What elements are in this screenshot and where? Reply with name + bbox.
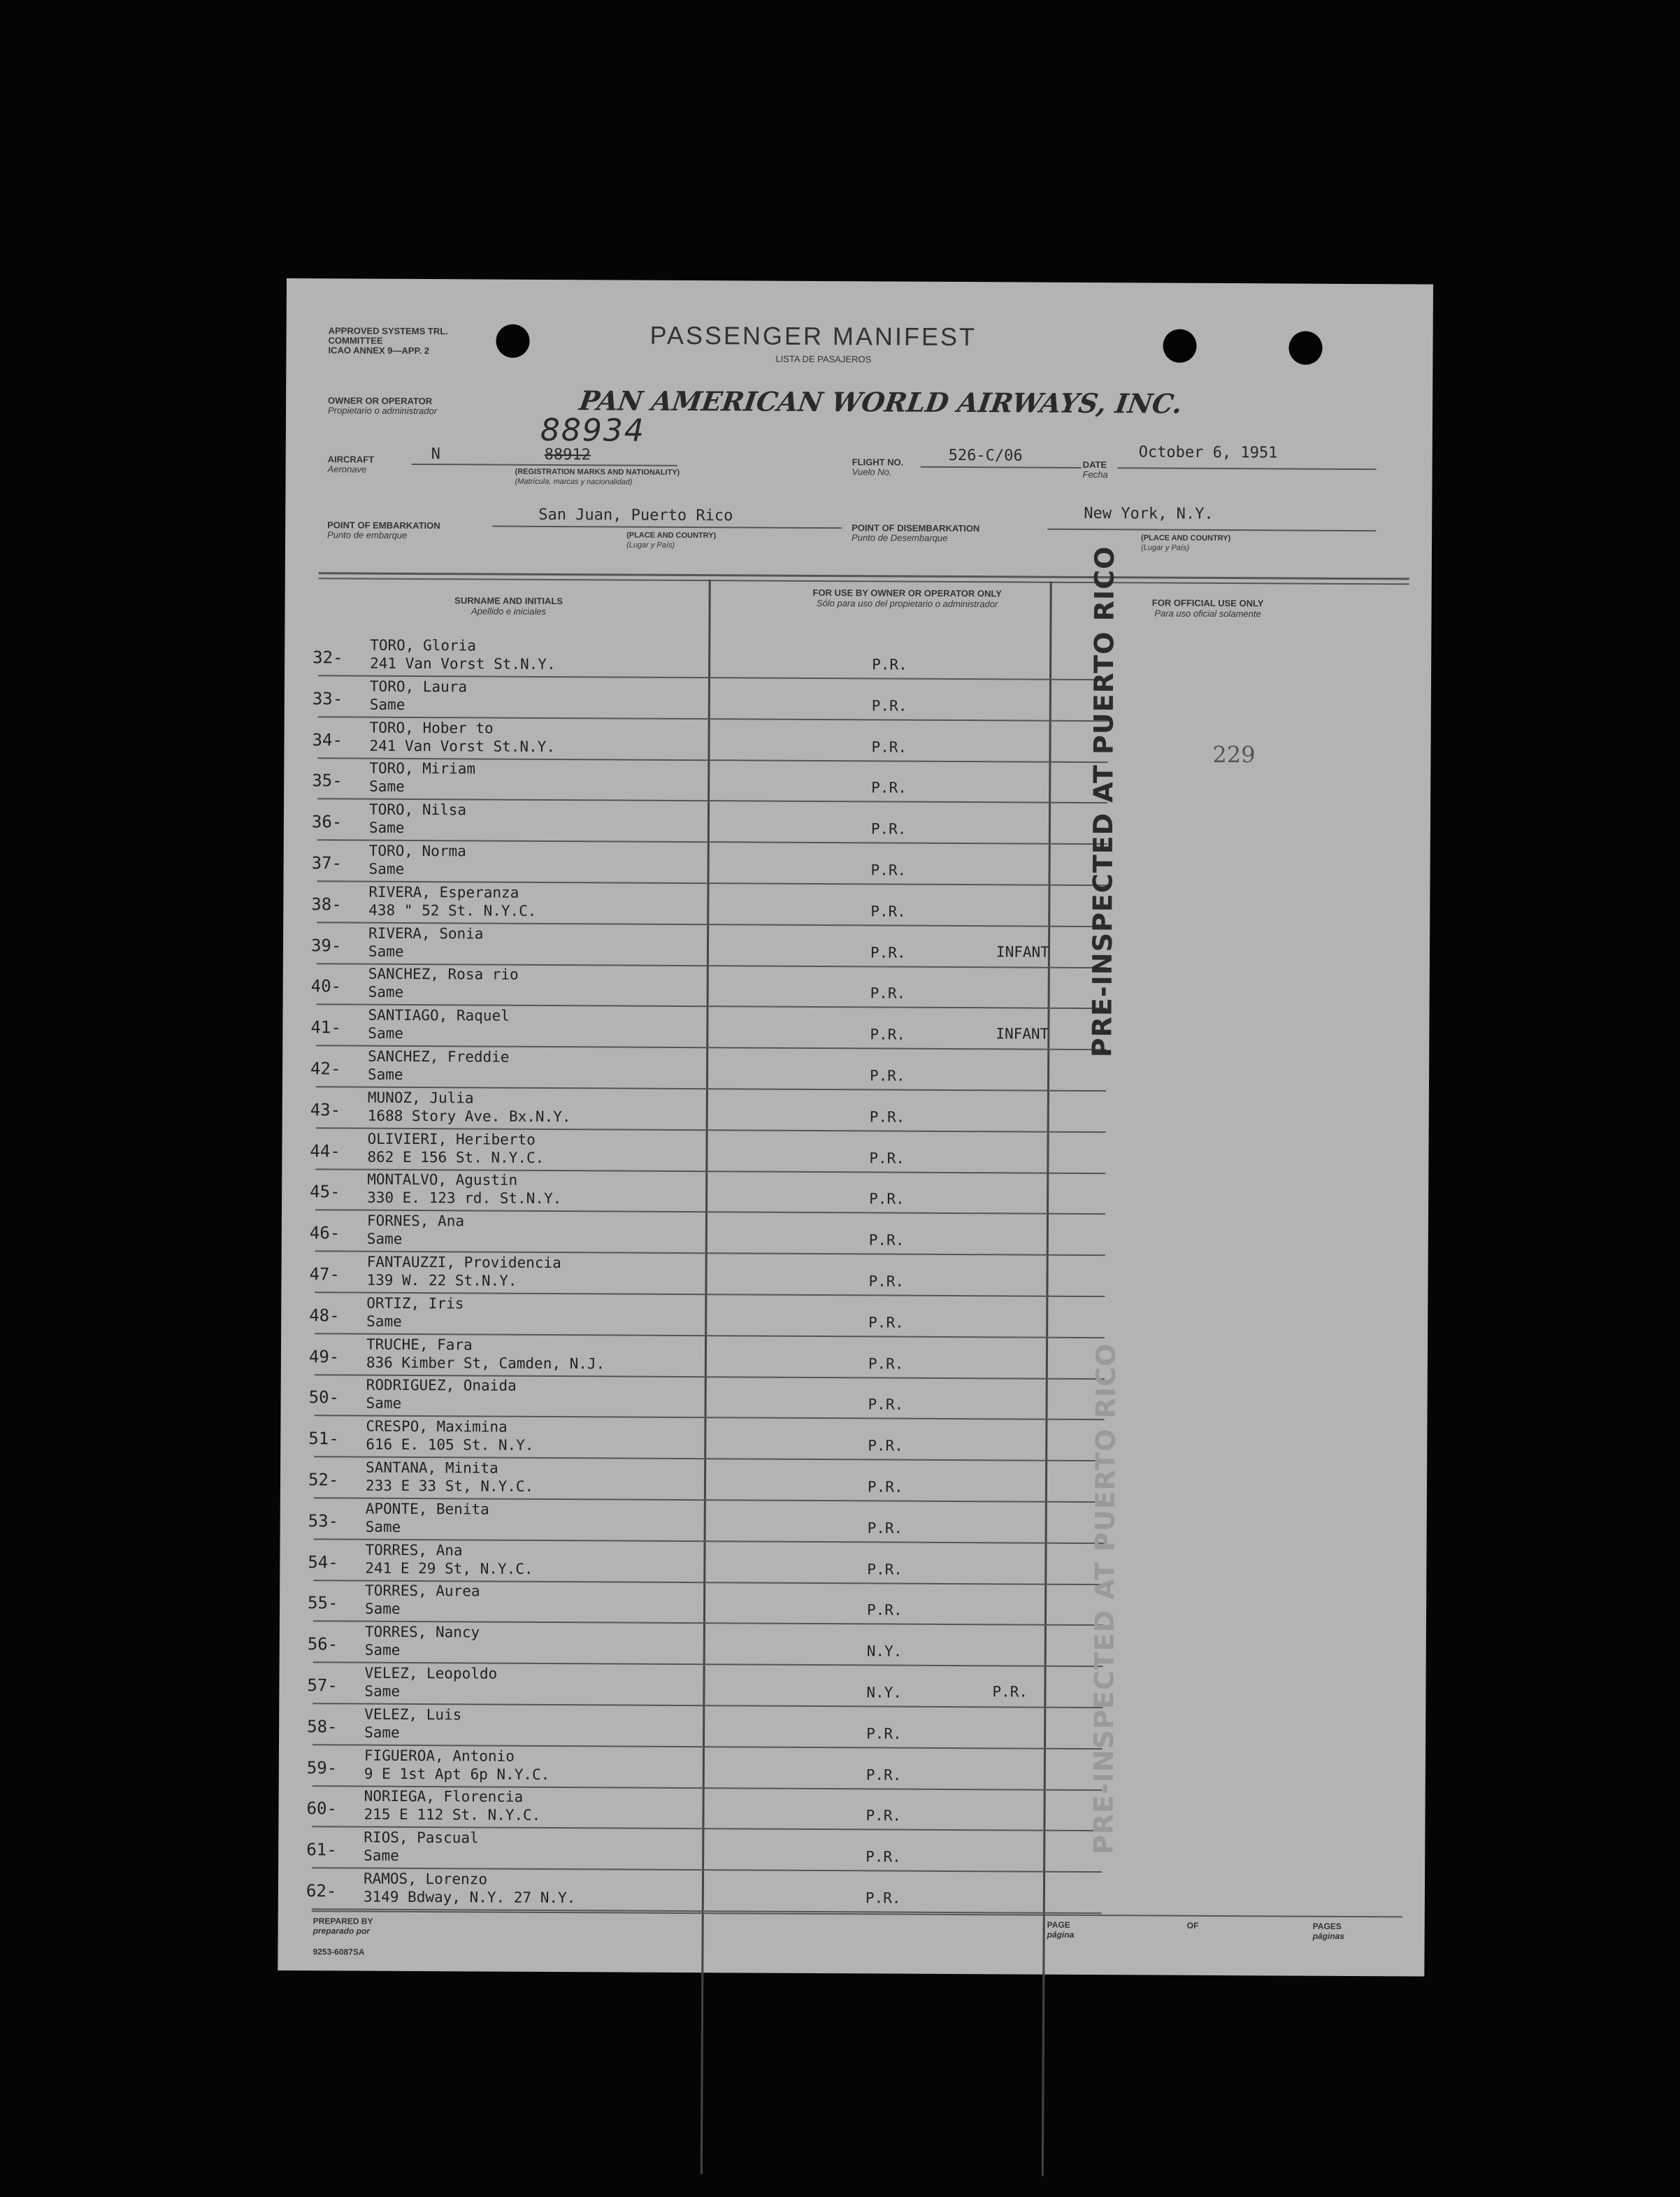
passenger-origin: N.Y. — [866, 1643, 903, 1660]
passenger-number: 42- — [310, 1059, 341, 1079]
passenger-address: Same — [364, 1601, 401, 1618]
aircraft-handwritten: 88934 — [540, 412, 645, 449]
flight-number: 526-C/06 — [948, 446, 1023, 465]
disembark-place-note-es: (Lugar y País) — [1140, 543, 1190, 552]
page-label-en: PAGE — [1047, 1919, 1070, 1930]
passenger-origin: P.R. — [870, 985, 906, 1003]
passenger-address: Same — [364, 1641, 401, 1659]
passenger-name: APONTE, Benita — [365, 1500, 489, 1518]
punch-hole — [496, 324, 529, 358]
passenger-number: 45- — [310, 1182, 340, 1202]
passenger-name: TORO, Norma — [368, 842, 466, 860]
passenger-address: 215 E 112 St. N.Y.C. — [364, 1805, 541, 1824]
passenger-address: 438 " 52 St. N.Y.C. — [368, 901, 537, 919]
passenger-address: Same — [368, 819, 405, 837]
preinspected-stamp-lower: PRE-INSPECTED AT PUERTO RICO — [1088, 1343, 1122, 1855]
passenger-address: 330 E. 123 rd. St.N.Y. — [367, 1189, 562, 1208]
passenger-address: 836 Kimber St, Camden, N.J. — [366, 1354, 605, 1372]
passenger-number: 55- — [308, 1593, 338, 1613]
passenger-address: 9 E 1st Apt 6p N.Y.C. — [364, 1765, 550, 1783]
passenger-origin: P.R. — [871, 697, 907, 715]
passenger-name: VELEZ, Leopoldo — [364, 1664, 498, 1682]
passenger-name: TORRES, Aurea — [365, 1582, 480, 1600]
passenger-name: RAMOS, Lorenzo — [363, 1870, 488, 1888]
passenger-origin: P.R. — [868, 1273, 905, 1290]
passenger-number: 33- — [312, 688, 343, 709]
passenger-number: 59- — [306, 1757, 338, 1778]
passenger-address: 233 E 33 St, N.Y.C. — [365, 1477, 534, 1495]
prepared-by — [313, 1916, 373, 1935]
pages-label-es: páginas — [1312, 1931, 1345, 1941]
passenger-number: 44- — [310, 1140, 340, 1161]
passenger-name: TORO, Hober to — [369, 719, 494, 737]
passenger-name: SANCHEZ, Freddie — [368, 1047, 510, 1066]
passenger-address: 139 W. 22 St.N.Y. — [366, 1271, 517, 1289]
passenger-origin: P.R. — [870, 903, 906, 920]
passenger-address: Same — [368, 984, 404, 1001]
passenger-note: INFANT — [996, 1025, 1049, 1043]
form-title: PASSENGER MANIFEST — [649, 320, 977, 352]
disembark-label-en: POINT OF DISEMBARKATION — [852, 522, 980, 534]
passenger-origin: P.R. — [866, 1601, 903, 1619]
col-header-surname-en: SURNAME AND INITIALS — [454, 595, 563, 607]
passenger-origin: P.R. — [868, 1437, 903, 1454]
passenger-address: Same — [364, 1847, 399, 1865]
passenger-name: FIGUEROA, Antonio — [364, 1747, 515, 1765]
passenger-origin: P.R. — [870, 820, 907, 838]
official-number: 229 — [1212, 740, 1256, 768]
passenger-number: 52- — [308, 1470, 339, 1490]
flight-date: October 6, 1951 — [1138, 443, 1278, 462]
passenger-note: INFANT — [996, 943, 1049, 961]
prepared-label: PREPARED BY — [313, 1916, 373, 1926]
date-label-es: Fecha — [1082, 468, 1108, 480]
passenger-address: Same — [368, 943, 404, 960]
airline-name: PAN AMERICAN WORLD AIRWAYS, INC. — [577, 385, 1185, 420]
embark-place-note-es: (Lugar y País) — [626, 541, 675, 550]
passenger-address: Same — [367, 1066, 403, 1083]
passenger-address: 616 E. 105 St. N.Y. — [366, 1436, 534, 1454]
passenger-number: 35- — [312, 771, 343, 791]
manifest-sheet — [278, 278, 1433, 1977]
passenger-origin: P.R. — [866, 1848, 901, 1866]
passenger-address: Same — [364, 1682, 401, 1700]
disembark-underline — [1047, 529, 1376, 531]
passenger-address: 241 E 29 St, N.Y.C. — [365, 1559, 533, 1577]
passenger-origin: N.Y. — [866, 1684, 903, 1701]
passenger-address: Same — [368, 860, 405, 878]
passenger-name: TORO, Miriam — [369, 760, 476, 778]
passenger-name: CRESPO, Maximina — [366, 1417, 508, 1436]
col-header-official-en: FOR OFFICIAL USE ONLY — [1151, 597, 1264, 609]
passenger-origin: P.R. — [867, 1560, 903, 1578]
aircraft-label — [328, 455, 375, 474]
passenger-origin: P.R. — [868, 1354, 904, 1373]
passenger-origin: P.R. — [867, 1519, 903, 1537]
passenger-origin: P.R. — [866, 1766, 902, 1784]
passenger-number: 50- — [308, 1387, 340, 1408]
passenger-name: SANCHEZ, Rosa rio — [368, 966, 519, 984]
passenger-address: Same — [365, 1518, 401, 1536]
passenger-origin: P.R. — [869, 1067, 905, 1085]
prepared-label-es: preparado por — [313, 1926, 371, 1936]
passenger-address: 1688 Story Ave. Bx.N.Y. — [367, 1107, 571, 1125]
col-header-official — [1089, 597, 1326, 620]
approval-note: APPROVED SYSTEMS TRL. COMMITTEE ICAO ANNEX 9—APP. 2 — [328, 325, 448, 357]
passenger-address: Same — [369, 778, 405, 796]
form-subtitle: LISTA DE PASAJEROS — [775, 353, 872, 365]
passenger-name: MONTALVO, Agustin — [367, 1171, 518, 1189]
embark-place-note-en: (PLACE AND COUNTRY) — [626, 531, 717, 541]
passenger-number: 32- — [313, 647, 343, 668]
passenger-address: Same — [366, 1312, 402, 1330]
passenger-name: VELEZ, Luis — [364, 1705, 462, 1724]
col-header-owner-en: FOR USE BY OWNER OR OPERATOR ONLY — [812, 587, 1002, 599]
owner-label-es: Propietario o administrador — [327, 405, 438, 417]
punch-hole — [1163, 329, 1196, 363]
passenger-address: Same — [364, 1724, 400, 1741]
preinspected-stamp-upper: PRE-INSPECTED AT PUERTO RICO — [1086, 545, 1121, 1058]
passenger-number: 49- — [308, 1346, 340, 1367]
passenger-name: RIOS, Pascual — [364, 1829, 479, 1847]
passenger-origin: P.R. — [867, 1478, 903, 1496]
passenger-name: FORNES, Ana — [366, 1212, 465, 1230]
passenger-number: 57- — [307, 1675, 338, 1696]
passenger-origin: P.R. — [871, 779, 907, 797]
passenger-name: RIVERA, Sonia — [368, 924, 484, 943]
flight-label-es: Vuelo No. — [852, 466, 892, 478]
aircraft-underline — [412, 464, 677, 466]
owner-label-en: OWNER OR OPERATOR — [328, 395, 433, 407]
owner-label — [328, 396, 437, 416]
disembark-place-note-en: (PLACE AND COUNTRY) — [1141, 534, 1231, 543]
passenger-number: 62- — [306, 1881, 337, 1901]
passenger-name: RODRIGUEZ, Onaida — [366, 1377, 517, 1395]
flight-underline — [921, 466, 1082, 468]
form-number: 9253-6087SA — [313, 1947, 365, 1957]
flight-label — [852, 457, 904, 477]
passenger-number: 39- — [310, 935, 342, 956]
passenger-number: 53- — [308, 1510, 339, 1531]
passenger-origin: P.R. — [872, 656, 907, 673]
passenger-note: P.R. — [992, 1683, 1028, 1701]
passenger-name: NORIEGA, Florencia — [364, 1787, 524, 1806]
passenger-number: 36- — [311, 812, 343, 832]
passenger-name: MUNOZ, Julia — [367, 1089, 474, 1107]
passenger-number: 38- — [311, 894, 342, 915]
embark-underline — [492, 526, 842, 529]
aircraft-label-en: AIRCRAFT — [327, 454, 375, 465]
passenger-name: TORO, Laura — [369, 678, 468, 696]
of-label: OF — [1186, 1920, 1199, 1931]
date-label-en: DATE — [1082, 459, 1107, 471]
passenger-name: TORRES, Nancy — [364, 1623, 480, 1641]
passenger-number: 61- — [306, 1840, 337, 1860]
embark-label-es: Punto de embarque — [327, 529, 408, 541]
passenger-name: TRUCHE, Fara — [366, 1336, 473, 1354]
passenger-address: 862 E 156 St. N.Y.C. — [367, 1148, 545, 1166]
col-header-owner — [803, 587, 1012, 610]
pages-label — [1313, 1922, 1345, 1941]
aircraft-struck: 88912 — [544, 445, 591, 464]
passenger-origin: P.R. — [870, 943, 906, 961]
passenger-number: 34- — [312, 729, 343, 750]
passenger-origin: P.R. — [868, 1314, 904, 1331]
registration-note — [515, 467, 680, 487]
passenger-origin: P.R. — [868, 1396, 904, 1414]
passenger-name: SANTIAGO, Raquel — [368, 1006, 510, 1024]
passenger-address: Same — [369, 696, 405, 713]
passenger-number: 54- — [308, 1552, 338, 1573]
passenger-number: 40- — [310, 976, 342, 996]
passenger-address: Same — [368, 1024, 403, 1043]
disembark-place: New York, N.Y. — [1084, 504, 1214, 523]
passenger-number: 58- — [307, 1716, 338, 1737]
passenger-name: RIVERA, Esperanza — [368, 883, 519, 901]
passenger-address: 241 Van Vorst St.N.Y. — [370, 654, 556, 673]
date-underline — [1118, 467, 1377, 470]
date-label — [1083, 460, 1108, 480]
disembark-label-es: Punto de Desembarque — [852, 532, 948, 543]
passenger-address: 3149 Bdway, N.Y. 27 N.Y. — [363, 1888, 576, 1907]
pages-label-en: PAGES — [1312, 1921, 1342, 1931]
passenger-origin: P.R. — [869, 1108, 905, 1126]
passenger-origin: P.R. — [870, 1026, 905, 1043]
passenger-address: Same — [366, 1230, 403, 1248]
col-header-surname — [368, 595, 648, 617]
embark-label-en: POINT OF EMBARKATION — [327, 520, 440, 531]
passenger-origin: P.R. — [869, 1190, 905, 1208]
passenger-number: 48- — [309, 1305, 340, 1326]
passenger-name: SANTANA, Minita — [366, 1459, 498, 1477]
col-header-owner-es: Sólo para uso del propietario o administrador — [816, 597, 998, 610]
page-label — [1047, 1920, 1075, 1940]
passenger-number: 37- — [311, 853, 343, 873]
passenger-number: 56- — [307, 1634, 338, 1654]
registration-note-en: (REGISTRATION MARKS AND NATIONALITY) — [515, 467, 680, 477]
passenger-origin: P.R. — [870, 861, 907, 879]
passenger-number: 51- — [308, 1429, 339, 1449]
passenger-name: FANTAUZZI, Providencia — [366, 1253, 561, 1272]
passenger-name: OLIVIERI, Heriberto — [367, 1130, 536, 1148]
passenger-number: 43- — [310, 1099, 341, 1120]
passenger-origin: P.R. — [866, 1807, 902, 1825]
passenger-address: 241 Van Vorst St.N.Y. — [369, 737, 556, 755]
disembark-place-note — [1141, 533, 1230, 553]
passenger-address: Same — [366, 1395, 402, 1412]
passenger-origin: P.R. — [871, 738, 907, 756]
page-label-es: página — [1047, 1929, 1075, 1940]
passenger-name: TORO, Gloria — [370, 636, 477, 654]
flight-label-en: FLIGHT NO. — [852, 457, 904, 468]
col-header-official-es: Para uso oficial solamente — [1154, 608, 1261, 620]
registration-note-es: (Matrícula, marcas y nacionalidad) — [515, 477, 633, 487]
embark-label — [327, 520, 440, 541]
passenger-number: 41- — [310, 1017, 341, 1038]
passenger-origin: P.R. — [869, 1149, 905, 1167]
passenger-origin: P.R. — [868, 1231, 905, 1249]
embark-place-note — [626, 531, 716, 551]
passenger-number: 47- — [309, 1264, 340, 1284]
passenger-name: ORTIZ, Iris — [366, 1294, 464, 1312]
disembark-label — [852, 523, 979, 543]
passenger-name: TORRES, Ana — [365, 1541, 463, 1559]
col-header-surname-es: Apellido e iniciales — [471, 606, 547, 617]
aircraft-label-es: Aeronave — [327, 464, 367, 475]
passenger-number: 60- — [306, 1798, 337, 1819]
passenger-origin: P.R. — [866, 1725, 902, 1742]
passenger-name: TORO, Nilsa — [368, 801, 467, 819]
embark-place: San Juan, Puerto Rico — [538, 506, 733, 525]
passenger-number: 46- — [309, 1223, 340, 1243]
aircraft-prefix: N — [431, 445, 441, 464]
passenger-origin: P.R. — [865, 1889, 901, 1907]
punch-hole — [1288, 331, 1322, 365]
